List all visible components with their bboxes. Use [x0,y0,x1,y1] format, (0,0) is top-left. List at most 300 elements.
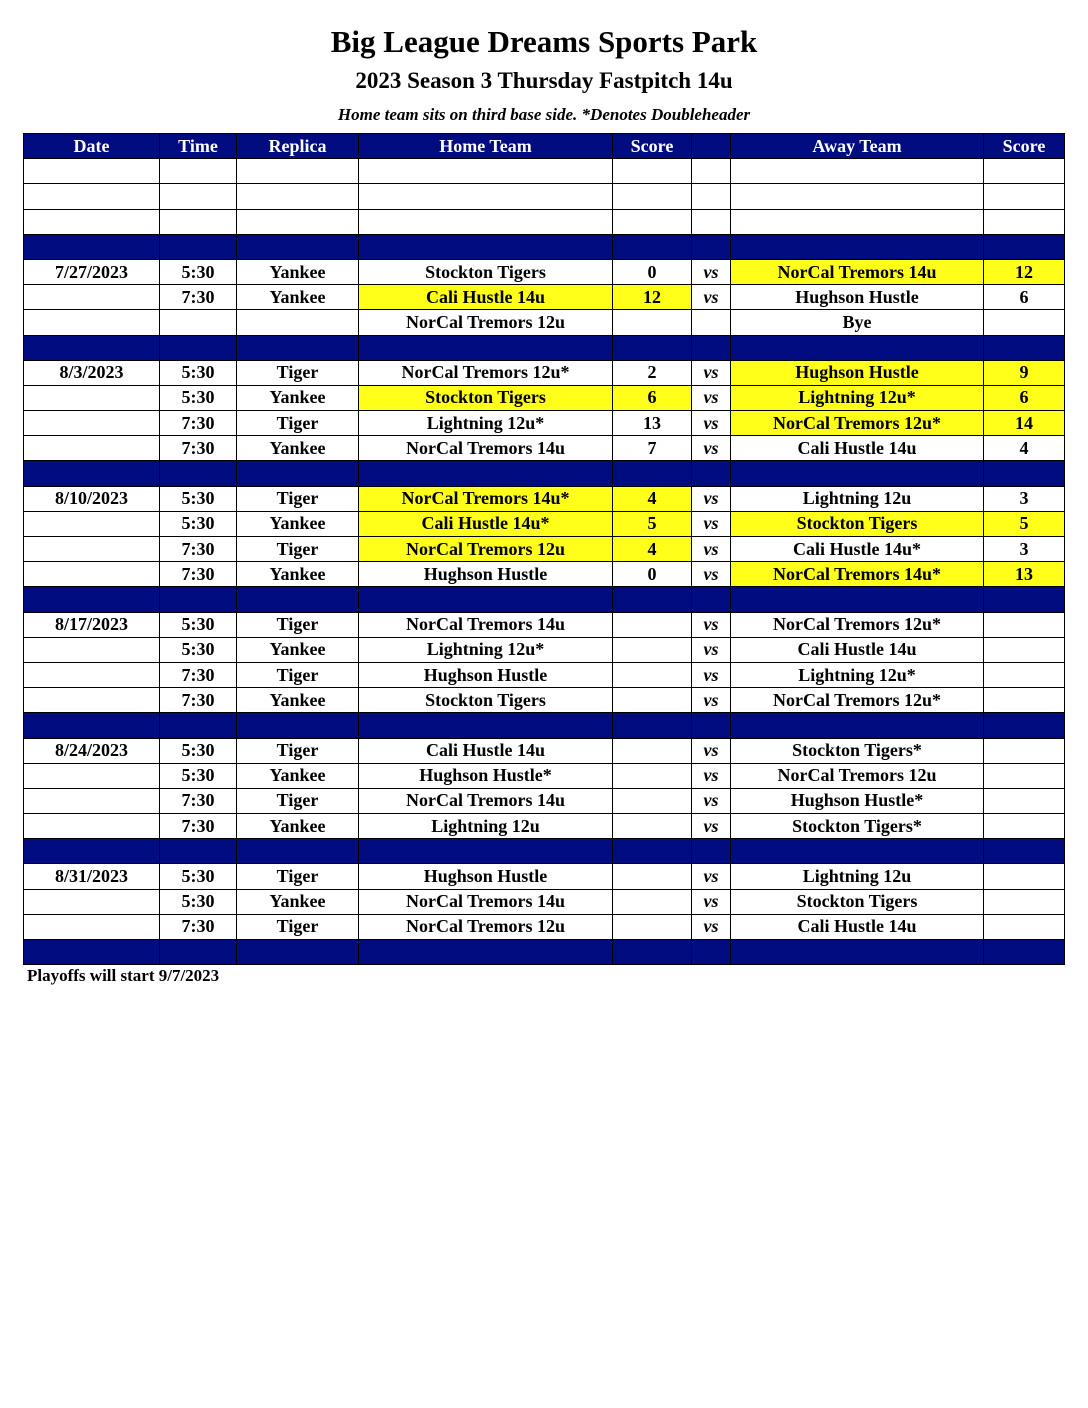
home-team-cell: Stockton Tigers [359,385,613,410]
vs-cell: vs [692,511,731,536]
blank-row [24,209,1065,234]
time-cell [160,335,237,360]
date-cell: 8/17/2023 [24,612,160,637]
replica-cell: Yankee [237,763,359,788]
home-team-cell: NorCal Tremors 14u [359,436,613,461]
table-row [24,914,1065,939]
away-score-cell [984,738,1065,763]
away-score-cell [984,612,1065,637]
time-cell [160,940,237,965]
away-team-cell: Bye [731,310,984,335]
home-score-cell [613,587,692,612]
replica-cell [237,159,359,184]
time-cell: 5:30 [160,385,237,410]
replica-cell [237,310,359,335]
separator-row [24,713,1065,738]
table-row [24,637,1065,662]
time-cell: 5:30 [160,612,237,637]
home-team-cell: Cali Hustle 14u [359,285,613,310]
vs-cell [692,310,731,335]
vs-cell: vs [692,411,731,436]
home-score-cell [613,814,692,839]
replica-cell [237,713,359,738]
home-team-cell: Hughson Hustle [359,662,613,687]
time-cell [160,310,237,335]
home-score-cell: 2 [613,360,692,385]
time-cell: 5:30 [160,259,237,284]
home-score-cell [613,335,692,360]
vs-cell: vs [692,763,731,788]
vs-cell: vs [692,537,731,562]
time-cell: 7:30 [160,914,237,939]
table-row [24,486,1065,511]
replica-cell [237,587,359,612]
home-team-cell [359,461,613,486]
vs-cell: vs [692,814,731,839]
away-score-cell [984,713,1065,738]
replica-cell: Yankee [237,285,359,310]
home-team-cell [359,234,613,259]
vs-cell: vs [692,385,731,410]
table-row [24,310,1065,335]
replica-cell: Yankee [237,562,359,587]
vs-cell [692,159,731,184]
table-row [24,889,1065,914]
time-cell [160,587,237,612]
away-team-cell [731,587,984,612]
home-score-cell [613,864,692,889]
time-cell [160,839,237,864]
time-cell [160,184,237,209]
date-cell [24,662,160,687]
home-team-cell: NorCal Tremors 14u [359,788,613,813]
separator-row [24,587,1065,612]
vs-cell [692,335,731,360]
date-cell [24,537,160,562]
away-score-cell: 13 [984,562,1065,587]
replica-cell: Tiger [237,738,359,763]
table-row [24,285,1065,310]
date-cell [24,713,160,738]
away-score-cell [984,310,1065,335]
vs-cell: vs [692,914,731,939]
away-team-cell: Cali Hustle 14u [731,914,984,939]
table-row [24,411,1065,436]
away-score-cell [984,814,1065,839]
away-team-cell: Cali Hustle 14u [731,637,984,662]
vs-cell [692,587,731,612]
replica-cell [237,184,359,209]
vs-cell: vs [692,612,731,637]
date-cell [24,788,160,813]
table-row [24,360,1065,385]
away-score-cell: 4 [984,436,1065,461]
home-score-cell: 13 [613,411,692,436]
away-team-cell: Hughson Hustle [731,285,984,310]
date-cell: 8/3/2023 [24,360,160,385]
time-cell [160,209,237,234]
away-score-cell [984,335,1065,360]
away-score-cell [984,184,1065,209]
home-team-cell [359,839,613,864]
time-cell: 5:30 [160,637,237,662]
replica-cell: Tiger [237,914,359,939]
replica-cell: Tiger [237,662,359,687]
playoffs-note: Playoffs will start 9/7/2023 [27,966,220,985]
replica-cell [237,461,359,486]
home-score-cell [613,738,692,763]
away-team-cell: Hughson Hustle* [731,788,984,813]
home-team-cell: NorCal Tremors 12u [359,914,613,939]
time-cell: 5:30 [160,360,237,385]
date-cell [24,234,160,259]
col-header-away-team: Away Team [731,134,984,159]
home-score-cell [613,234,692,259]
vs-cell: vs [692,662,731,687]
replica-cell: Yankee [237,814,359,839]
table-row [24,763,1065,788]
col-header-home-team: Home Team [359,134,613,159]
away-score-cell: 9 [984,360,1065,385]
time-cell: 5:30 [160,864,237,889]
away-score-cell [984,461,1065,486]
time-cell: 7:30 [160,537,237,562]
home-score-cell: 5 [613,511,692,536]
replica-cell: Yankee [237,436,359,461]
vs-cell [692,940,731,965]
away-team-cell: Lightning 12u* [731,385,984,410]
date-cell [24,688,160,713]
blank-row [24,184,1065,209]
vs-cell: vs [692,360,731,385]
table-row [24,814,1065,839]
away-team-cell [731,335,984,360]
home-team-cell: NorCal Tremors 12u [359,537,613,562]
date-cell [24,511,160,536]
vs-cell: vs [692,486,731,511]
home-score-cell [613,461,692,486]
vs-cell [692,713,731,738]
away-score-cell [984,662,1065,687]
replica-cell [237,940,359,965]
home-team-cell: Cali Hustle 14u [359,738,613,763]
home-score-cell: 0 [613,259,692,284]
col-header-time: Time [160,134,237,159]
date-cell [24,159,160,184]
away-score-cell [984,688,1065,713]
home-team-cell [359,940,613,965]
vs-cell: vs [692,788,731,813]
page-title: Big League Dreams Sports Park [330,24,758,59]
home-score-cell [613,839,692,864]
home-score-cell [613,612,692,637]
away-score-cell [984,637,1065,662]
home-score-cell: 4 [613,486,692,511]
home-team-cell: NorCal Tremors 12u* [359,360,613,385]
away-team-cell: Lightning 12u [731,486,984,511]
home-score-cell [613,159,692,184]
date-cell [24,209,160,234]
home-team-cell: Stockton Tigers [359,688,613,713]
home-score-cell [613,788,692,813]
home-score-cell [613,889,692,914]
date-cell: 8/31/2023 [24,864,160,889]
away-team-cell [731,159,984,184]
away-score-cell [984,209,1065,234]
date-cell: 8/24/2023 [24,738,160,763]
time-cell [160,461,237,486]
home-team-cell: Lightning 12u* [359,637,613,662]
date-cell [24,814,160,839]
date-cell: 8/10/2023 [24,486,160,511]
replica-cell: Tiger [237,486,359,511]
away-score-cell: 6 [984,285,1065,310]
header-note: Home team sits on third base side. *Denotes Doubleheader [337,105,751,124]
date-cell [24,310,160,335]
away-score-cell [984,940,1065,965]
home-score-cell [613,763,692,788]
away-team-cell [731,184,984,209]
table-row [24,738,1065,763]
time-cell: 7:30 [160,285,237,310]
away-score-cell: 3 [984,486,1065,511]
away-score-cell: 14 [984,411,1065,436]
schedule-body [24,159,1065,965]
date-cell [24,461,160,486]
away-team-cell: NorCal Tremors 14u [731,259,984,284]
date-cell [24,889,160,914]
separator-row [24,234,1065,259]
away-team-cell: NorCal Tremors 12u* [731,411,984,436]
vs-cell: vs [692,889,731,914]
away-score-cell [984,234,1065,259]
replica-cell: Tiger [237,864,359,889]
time-cell [160,159,237,184]
table-row [24,562,1065,587]
away-score-cell: 12 [984,259,1065,284]
home-team-cell [359,209,613,234]
home-team-cell: Hughson Hustle [359,864,613,889]
replica-cell [237,209,359,234]
vs-cell: vs [692,688,731,713]
away-score-cell: 3 [984,537,1065,562]
home-score-cell: 0 [613,562,692,587]
away-team-cell: Cali Hustle 14u [731,436,984,461]
home-team-cell: Cali Hustle 14u* [359,511,613,536]
time-cell: 5:30 [160,738,237,763]
replica-cell: Yankee [237,637,359,662]
away-team-cell: Cali Hustle 14u* [731,537,984,562]
away-team-cell: NorCal Tremors 14u* [731,562,984,587]
away-team-cell: NorCal Tremors 12u* [731,688,984,713]
time-cell: 5:30 [160,486,237,511]
table-row [24,688,1065,713]
date-cell [24,335,160,360]
vs-cell: vs [692,436,731,461]
away-score-cell [984,914,1065,939]
away-team-cell [731,940,984,965]
table-row [24,537,1065,562]
home-score-cell [613,637,692,662]
time-cell [160,234,237,259]
time-cell: 7:30 [160,814,237,839]
vs-cell [692,839,731,864]
page-subtitle: 2023 Season 3 Thursday Fastpitch 14u [355,68,733,93]
date-cell [24,839,160,864]
vs-cell: vs [692,864,731,889]
away-team-cell: Stockton Tigers [731,889,984,914]
home-score-cell [613,310,692,335]
away-team-cell: Stockton Tigers* [731,814,984,839]
table-row [24,612,1065,637]
date-cell [24,184,160,209]
time-cell [160,713,237,738]
date-cell [24,385,160,410]
away-team-cell: Lightning 12u [731,864,984,889]
time-cell: 7:30 [160,562,237,587]
replica-cell: Yankee [237,259,359,284]
time-cell: 7:30 [160,662,237,687]
vs-cell: vs [692,562,731,587]
date-cell [24,285,160,310]
table-row [24,436,1065,461]
home-team-cell: Stockton Tigers [359,259,613,284]
col-header-replica: Replica [237,134,359,159]
away-team-cell: NorCal Tremors 12u [731,763,984,788]
home-team-cell: Lightning 12u [359,814,613,839]
date-cell: 7/27/2023 [24,259,160,284]
away-team-cell [731,713,984,738]
col-header-vs [692,134,731,159]
time-cell: 5:30 [160,889,237,914]
home-score-cell [613,713,692,738]
vs-cell [692,184,731,209]
time-cell: 5:30 [160,511,237,536]
home-team-cell [359,587,613,612]
replica-cell: Yankee [237,385,359,410]
away-team-cell: Stockton Tigers [731,511,984,536]
away-score-cell [984,839,1065,864]
date-cell [24,587,160,612]
home-score-cell [613,184,692,209]
home-score-cell [613,662,692,687]
home-team-cell: NorCal Tremors 12u [359,310,613,335]
home-score-cell [613,914,692,939]
home-score-cell: 7 [613,436,692,461]
replica-cell: Tiger [237,612,359,637]
home-team-cell: NorCal Tremors 14u [359,889,613,914]
replica-cell [237,335,359,360]
col-header-date: Date [24,134,160,159]
date-cell [24,411,160,436]
home-team-cell [359,159,613,184]
replica-cell: Yankee [237,511,359,536]
away-score-cell [984,587,1065,612]
away-score-cell [984,159,1065,184]
table-row [24,864,1065,889]
vs-cell: vs [692,285,731,310]
home-score-cell [613,940,692,965]
replica-cell [237,234,359,259]
home-team-cell [359,713,613,738]
home-team-cell: Lightning 12u* [359,411,613,436]
time-cell: 7:30 [160,436,237,461]
home-team-cell: Hughson Hustle [359,562,613,587]
replica-cell: Tiger [237,537,359,562]
time-cell: 5:30 [160,763,237,788]
away-score-cell: 6 [984,385,1065,410]
away-score-cell [984,788,1065,813]
away-team-cell [731,234,984,259]
time-cell: 7:30 [160,788,237,813]
date-cell [24,436,160,461]
date-cell [24,562,160,587]
replica-cell [237,839,359,864]
blank-row [24,159,1065,184]
schedule-table [23,133,1065,965]
away-score-cell [984,763,1065,788]
date-cell [24,940,160,965]
table-row [24,788,1065,813]
home-team-cell [359,184,613,209]
vs-cell [692,209,731,234]
away-team-cell: Lightning 12u* [731,662,984,687]
home-score-cell: 4 [613,537,692,562]
home-team-cell: Hughson Hustle* [359,763,613,788]
time-cell: 7:30 [160,411,237,436]
away-team-cell [731,839,984,864]
away-score-cell [984,889,1065,914]
away-team-cell [731,209,984,234]
home-score-cell [613,688,692,713]
vs-cell: vs [692,259,731,284]
home-team-cell [359,335,613,360]
away-team-cell [731,461,984,486]
vs-cell: vs [692,738,731,763]
time-cell: 7:30 [160,688,237,713]
away-team-cell: Stockton Tigers* [731,738,984,763]
table-row [24,662,1065,687]
separator-row [24,461,1065,486]
replica-cell: Yankee [237,889,359,914]
date-cell [24,637,160,662]
home-score-cell: 12 [613,285,692,310]
replica-cell: Tiger [237,411,359,436]
home-team-cell: NorCal Tremors 14u [359,612,613,637]
away-team-cell: Hughson Hustle [731,360,984,385]
date-cell [24,914,160,939]
home-score-cell [613,209,692,234]
away-team-cell: NorCal Tremors 12u* [731,612,984,637]
date-cell [24,763,160,788]
vs-cell: vs [692,637,731,662]
vs-cell [692,461,731,486]
col-header-away-score: Score [984,134,1065,159]
separator-row [24,839,1065,864]
table-header-row [24,134,1065,159]
home-team-cell: NorCal Tremors 14u* [359,486,613,511]
col-header-home-score: Score [613,134,692,159]
table-row [24,259,1065,284]
vs-cell [692,234,731,259]
separator-row [24,335,1065,360]
away-score-cell: 5 [984,511,1065,536]
home-score-cell: 6 [613,385,692,410]
table-row [24,511,1065,536]
replica-cell: Tiger [237,360,359,385]
replica-cell: Yankee [237,688,359,713]
separator-row [24,940,1065,965]
